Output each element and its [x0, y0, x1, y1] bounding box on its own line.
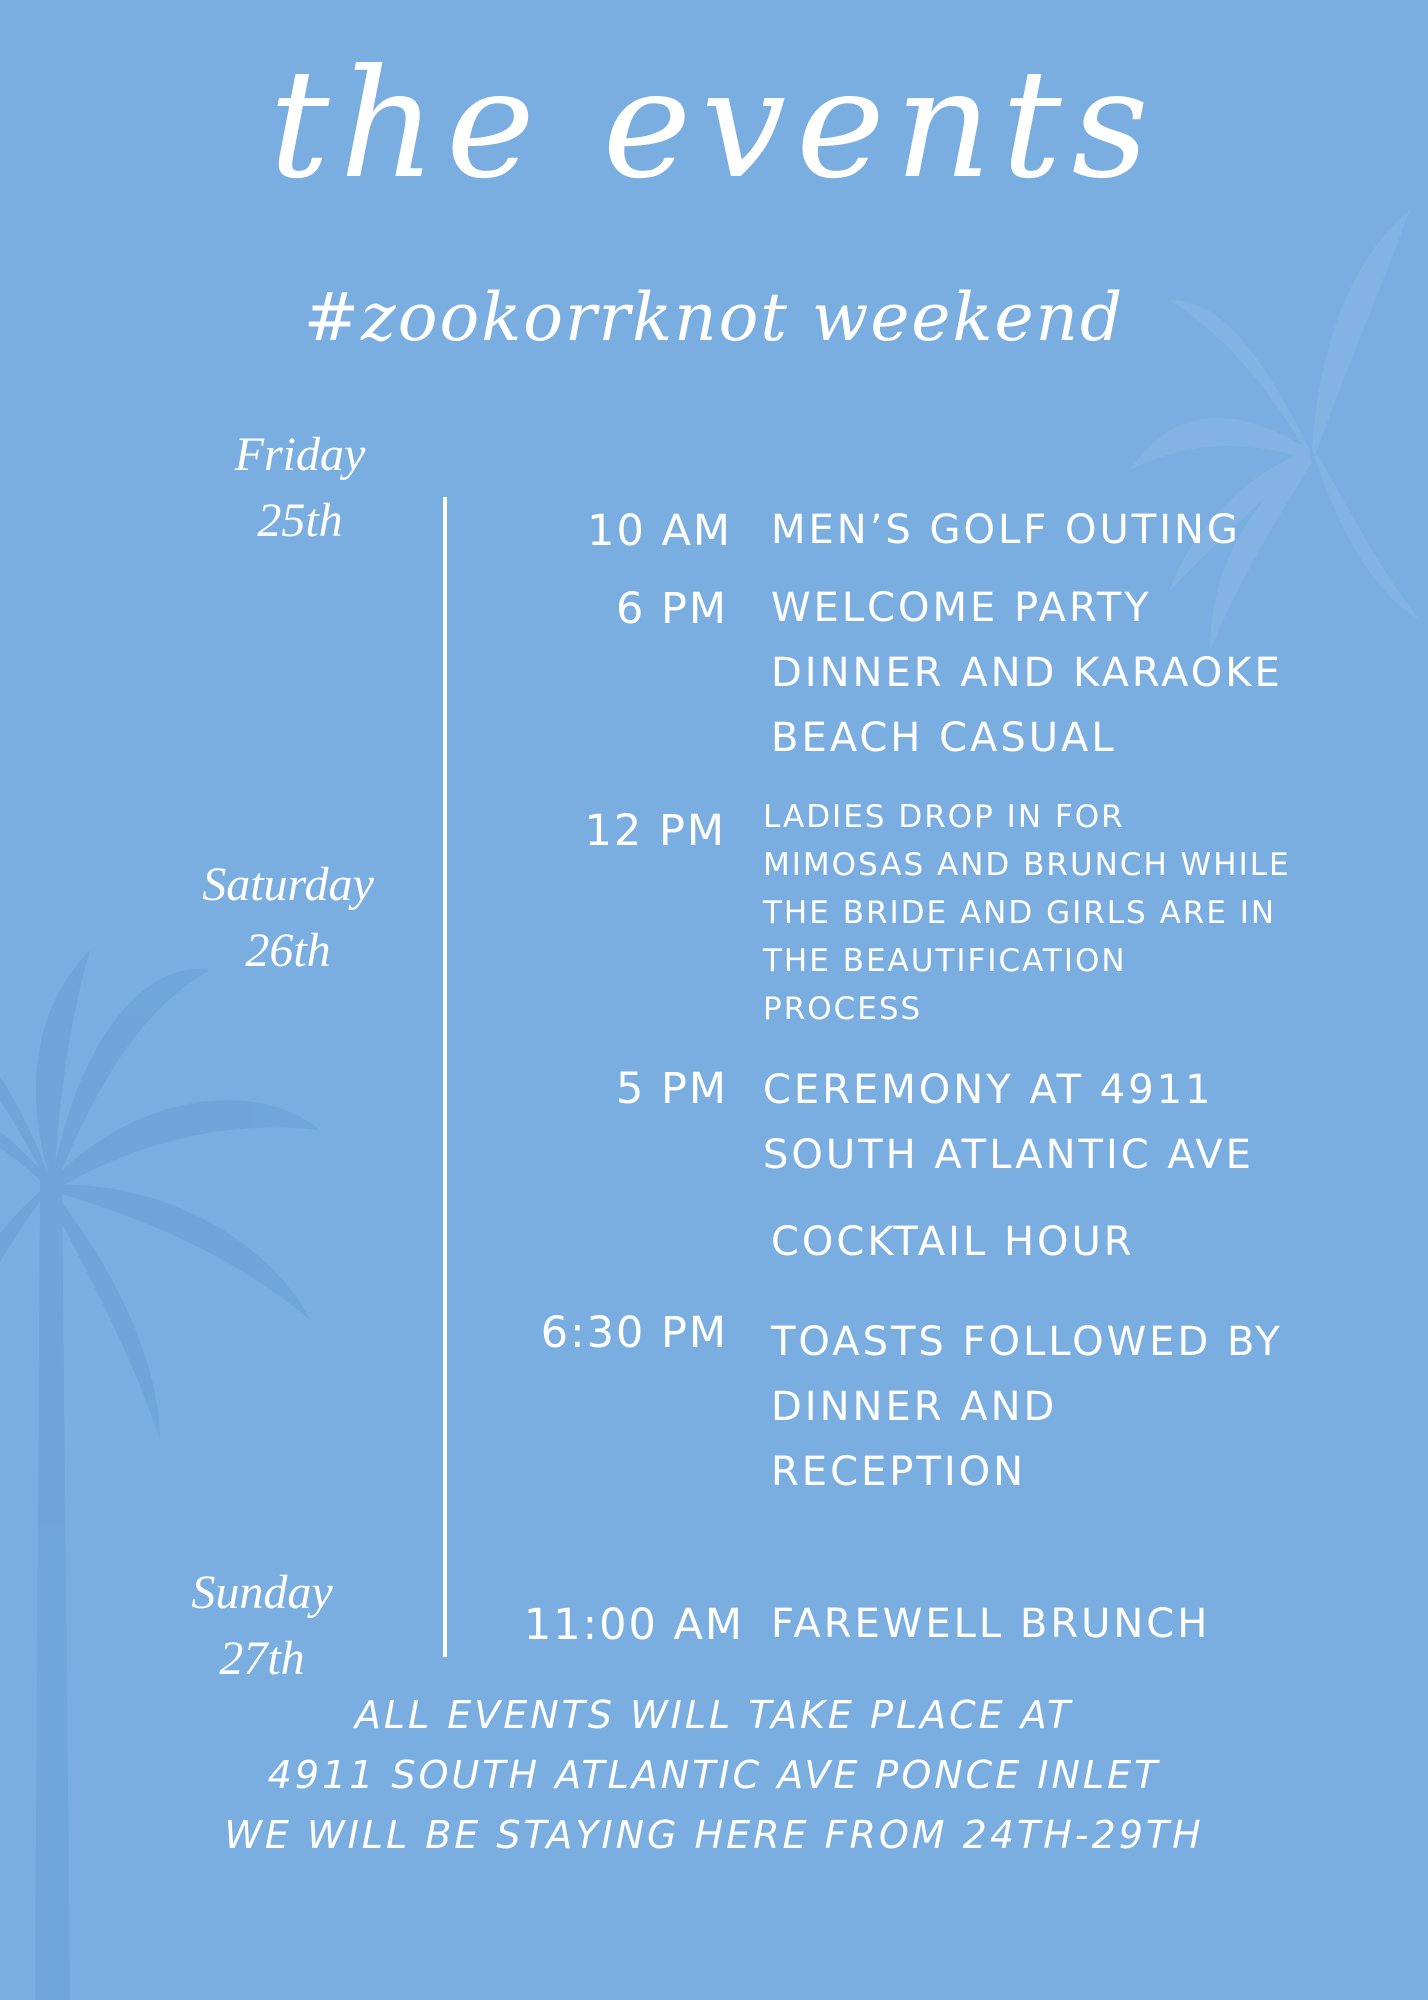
event-time: 6:30 PM	[540, 1308, 728, 1358]
event-time: 12 PM	[584, 806, 726, 856]
event-description	[771, 1592, 1210, 1657]
event-line: FAREWELL BRUNCH	[771, 1601, 1211, 1647]
event-description	[771, 576, 1283, 771]
event-time: 10 AM	[587, 506, 732, 556]
day-name: Sunday	[191, 1566, 333, 1619]
event-time: 5 PM	[615, 1064, 728, 1114]
event-time: 11:00 AM	[523, 1600, 744, 1650]
venue-note	[0, 1685, 1428, 1865]
event-line: DINNER AND	[771, 1384, 1058, 1430]
footer-line: WE WILL BE STAYING HERE FROM 24TH-29TH	[224, 1813, 1204, 1857]
page-title: the events	[269, 38, 1159, 212]
event-description	[763, 1058, 1254, 1188]
event-time: 6 PM	[615, 584, 728, 634]
event-line: RECEPTION	[771, 1449, 1027, 1495]
event-description	[771, 1310, 1283, 1505]
event-line: COCKTAIL HOUR	[771, 1219, 1135, 1265]
day-name: Friday	[234, 428, 366, 481]
footer-line: 4911 SOUTH ATLANTIC AVE PONCE INLET	[267, 1753, 1161, 1797]
day-label-friday	[150, 422, 450, 554]
event-line: THE BRIDE AND GIRLS ARE IN	[763, 895, 1277, 931]
event-description	[771, 498, 1241, 563]
event-line: MIMOSAS AND BRUNCH WHILE	[763, 847, 1291, 883]
event-line: CEREMONY AT 4911	[763, 1067, 1214, 1113]
day-label-saturday	[138, 852, 438, 984]
hashtag-subtitle: #zookorrknot weekend	[303, 279, 1125, 356]
event-line: THE BEAUTIFICATION	[763, 943, 1127, 979]
event-line: TOASTS FOLLOWED BY	[771, 1319, 1283, 1365]
day-date: 27th	[219, 1632, 305, 1685]
event-line: BEACH CASUAL	[771, 715, 1117, 761]
event-line: PROCESS	[763, 991, 923, 1027]
day-date: 26th	[245, 924, 331, 977]
event-line: DINNER AND KARAOKE	[771, 650, 1283, 696]
event-line: MEN’S GOLF OUTING	[771, 507, 1241, 553]
event-line: WELCOME PARTY	[771, 585, 1152, 631]
event-description	[763, 793, 1291, 1033]
day-name: Saturday	[202, 858, 374, 911]
day-date: 25th	[257, 494, 343, 547]
event-line: SOUTH ATLANTIC AVE	[763, 1132, 1254, 1178]
footer-line: ALL EVENTS WILL TAKE PLACE AT	[354, 1693, 1074, 1737]
day-label-sunday	[112, 1560, 412, 1692]
timeline-divider	[443, 497, 447, 1657]
event-description	[771, 1210, 1135, 1275]
event-line: LADIES DROP IN FOR	[763, 799, 1125, 835]
